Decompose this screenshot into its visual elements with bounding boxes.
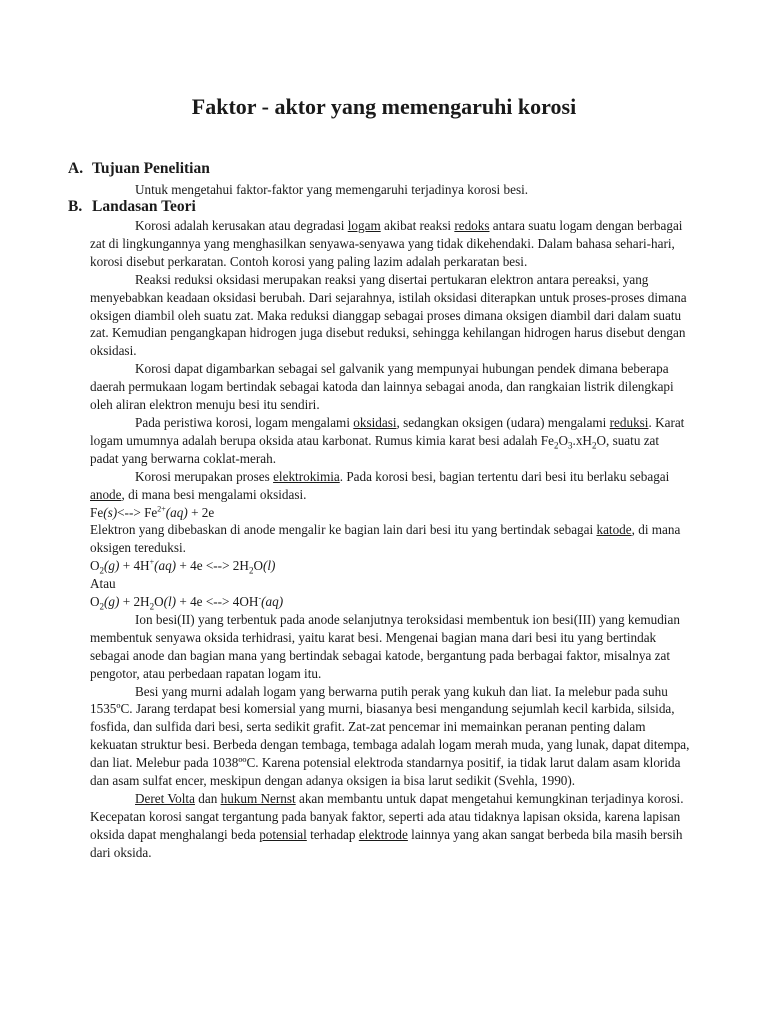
paragraph-1: Korosi adalah kerusakan atau degradasi logam akibat reaksi redoks antara suatu logam dengan berbagai zat di lingkungannya yang menghasilkan senyawa-senyawa yang tidak dikehendaki. Dalam bahasa sehari-hari, korosi disebut perkaratan. Contoh korosi yang paling lazim adalah perkaratan besi.: [90, 218, 683, 269]
section-a-heading: [68, 160, 210, 178]
section-b-heading: [68, 198, 196, 216]
link-hukum-nernst[interactable]: hukum Nernst: [220, 791, 296, 806]
section-b-title: Landasan Teori: [92, 198, 196, 215]
link-logam[interactable]: logam: [347, 218, 381, 233]
equation-anode: $Fe(s)<--> Fe^{2+}(aq) + 2e$: [90, 504, 215, 520]
paragraph-3: Korosi dapat digambarkan sebagai sel galvanik yang mempunyai hubungan pendek dimana beberapa daerah permukaan logam bertindak sebagai katoda dan lainnya sebagai anoda, dan rangkaian listrik dilengkapi oleh aliran elektron menuju besi itu sendiri.: [90, 361, 674, 413]
section-a-title: Tujuan Penelitian: [92, 160, 210, 177]
paragraph-5: Korosi merupakan proses elektrokimia. Pada korosi besi, bagian tertentu dari besi itu berlaku sebagai anode, di mana besi mengalami oksidasi.: [90, 468, 670, 502]
equation-cathode-2: $O_2(g) + 2H_2O(l) + 4e$ <--> 4OH-(aq): [90, 593, 284, 612]
landasan-teori-body: [90, 217, 690, 862]
section-a-text: Untuk mengetahui faktor-faktor yang memengaruhi terjadinya korosi besi.: [135, 182, 529, 197]
paragraph-9: Deret Volta dan hukum Nernst akan membantu untuk dapat mengetahui kemungkinan terjadinya korosi. Kecepatan korosi sangat tergantung pada banyak faktor, seperti ada atau tidaknya lapisan oksida, karena lapisan oksida dapat menghalangi beda potensial terhadap elektrode lainnya yang akan sangat berbeda bila masih bersih dari oksida.: [90, 791, 684, 860]
paragraph-7: Ion besi(II) yang terbentuk pada anode selanjutnya teroksidasi membentuk ion besi(III) yang kemudian membentuk senyawa oksida terhidrasi, yaitu karat besi. Mengenai bagian mana dari besi itu yang bertindak sebagai anode dan bagian mana yang bertindak sebagai katode, bergantung pada berbagai faktor, misalnya zat pengotor, atau perbedaan rapatan logam itu.: [90, 611, 680, 681]
equation-cathode-1: $O_2(g) + 4H^+(aq) + 4e$ <--> $2H_2O(l)$: [90, 557, 276, 576]
section-a-letter: A.: [68, 160, 84, 177]
link-potensial[interactable]: potensial: [259, 826, 307, 842]
link-deret-volta[interactable]: Deret Volta: [135, 791, 195, 806]
section-b-letter: B.: [68, 198, 83, 215]
link-oksidasi[interactable]: oksidasi: [353, 414, 397, 430]
link-elektrokimia[interactable]: elektrokimia: [273, 468, 340, 484]
link-katode[interactable]: katode: [596, 522, 632, 538]
document-title: Faktor - aktor yang memengaruhi korosi: [191, 94, 577, 119]
atau-text: Atau: [90, 576, 116, 592]
paragraph-6: Elektron yang dibebaskan di anode mengalir ke bagian lain dari besi itu yang bertindak sebagai katode, di mana oksigen tereduksi.: [90, 522, 681, 556]
paragraph-2: Reaksi reduksi oksidasi merupakan reaksi yang disertai pertukaran elektron antara pereaksi, yang menyebabkan keadaan oksidasi berubah. Dari sejarahnya, istilah oksidasi diterapkan untuk proses-proses dimana oksigen diambil oleh suatu zat. Maka reduksi dianggap sebagai proses dimana oksigen diambil dari dalam suatu zat. Kemudian pengangkapan hidrogen juga disebut reduksi, sehingga kehilangan hidrogen harus disebut dengan oksidasi.: [90, 271, 687, 359]
paragraph-8: Besi yang murni adalah logam yang berwarna putih perak yang kukuh dan liat. Ia melebur pada suhu 1535ºC. Jarang terdapat besi komersial yang murni, biasanya besi mengandung sejumlah kecil karbida, silsida, fosfida, dan sulfida dari besi, serta sedikit grafit. Zat-zat pencemar ini memainkan peranan penting dalam kekuatan struktur besi. Berbeda dengan tembaga, tembaga adalah logam merah muda, yang lunak, dapat ditempa, dan liat. Melebur pada 1038ººC. Karena potensial elektroda standarnya positif, ia tidak larut dalam asam klorida dan asam sulfat encer, meskipun dengan adanya oksigen ia bisa larut sedikit (Svehla, 1990).: [90, 683, 690, 789]
link-anode[interactable]: anode: [90, 486, 122, 502]
paragraph-4: Pada peristiwa korosi, logam mengalami oksidasi, sedangkan oksigen (udara) mengalami reduksi. Karat logam umumnya adalah berupa oksida atau karbonat. Rumus kimia karat besi adalah $Fe_2O_3.xH_2O$, suatu zat padat yang berwarna coklat-merah.: [90, 414, 685, 466]
link-redoks[interactable]: redoks: [454, 218, 490, 233]
link-reduksi[interactable]: reduksi: [609, 414, 649, 430]
link-elektrode[interactable]: elektrode: [358, 826, 408, 842]
